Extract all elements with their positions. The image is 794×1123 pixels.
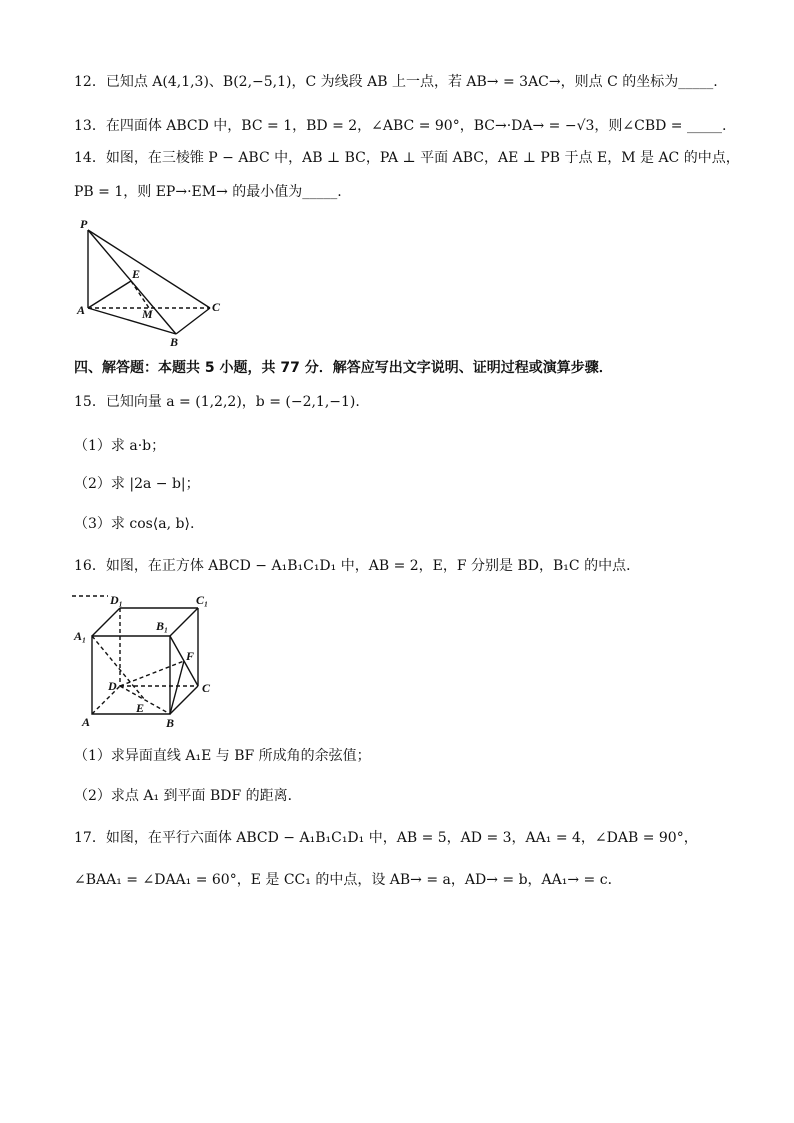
question-13: 13．在四面体 ABCD 中，BC = 1，BD = 2，∠ABC = 90°，BC→·DA→ = −√3，则∠CBD = _____.: [74, 118, 727, 134]
cube-figure: [70, 590, 230, 730]
label-E: E: [136, 701, 145, 715]
question-14-line-2: PB = 1，则 EP→·EM→ 的最小值为_____.: [74, 184, 342, 200]
label-A: A: [82, 715, 91, 729]
question-16-part-2: （2）求点 A₁ 到平面 BDF 的距离．: [74, 788, 302, 804]
question-14-line-1: 14．如图，在三棱锥 P − ABC 中，AB ⊥ BC，PA ⊥ 平面 ABC，AE ⊥ PB 于点 E，M 是 AC 的中点，: [74, 150, 740, 166]
label-D1: D₁: [110, 593, 123, 607]
segment-AE: [88, 281, 131, 308]
question-15: 15．已知向量 a = (1,2,2)，b = (−2,1,−1).: [74, 394, 360, 410]
label-B1: B₁: [156, 619, 169, 633]
segment-A1E: [92, 636, 145, 700]
question-12: 12．已知点 A(4,1,3)、B(2,−5,1)，C 为线段 AB 上一点，若 AB→ = 3AC→，则点 C 的坐标为_____.: [74, 74, 718, 90]
question-16: 16．如图，在正方体 ABCD − A₁B₁C₁D₁ 中，AB = 2，E，F 分别是 BD，B₁C 的中点．: [74, 558, 641, 574]
label-C: C: [212, 300, 221, 314]
label-B: B: [170, 335, 179, 348]
section-4-heading: 四、解答题：本题共 5 小题，共 77 分．解答应写出文字说明、证明过程或演算步骤．: [74, 360, 613, 376]
segment-BD: [120, 686, 170, 714]
label-F: F: [186, 649, 195, 663]
question-17-line-1: 17．如图，在平行六面体 ABCD − A₁B₁C₁D₁ 中，AB = 5，AD = 3，AA₁ = 4，∠DAB = 90°，: [74, 830, 698, 846]
label-M: M: [142, 307, 153, 321]
label-E: E: [132, 267, 141, 281]
edge-B1C1: [170, 608, 198, 636]
edge-BC: [176, 308, 210, 334]
label-A: A: [77, 303, 86, 317]
pyramid-figure: [74, 218, 224, 348]
question-15-part-2: （2）求 |2a − b|；: [74, 476, 200, 492]
question-15-part-1: （1）求 a·b；: [74, 438, 166, 454]
question-16-part-1: （1）求异面直线 A₁E 与 BF 所成角的余弦值；: [74, 748, 371, 764]
segment-DF: [120, 661, 184, 686]
label-A1: A₁: [74, 629, 87, 643]
edge-A1D1: [92, 608, 120, 636]
question-17-line-2: ∠BAA₁ = ∠DAA₁ = 60°，E 是 CC₁ 的中点，设 AB→ = a，AD→ = b，AA₁→ = c．: [74, 872, 622, 888]
label-C: C: [202, 681, 211, 695]
label-B: B: [166, 716, 175, 730]
edge-AB: [88, 308, 176, 334]
question-15-part-3: （3）求 cos⟨a, b⟩.: [74, 516, 195, 532]
label-D: D: [108, 679, 117, 693]
label-P: P: [80, 218, 88, 231]
label-C1: C₁: [196, 593, 209, 607]
